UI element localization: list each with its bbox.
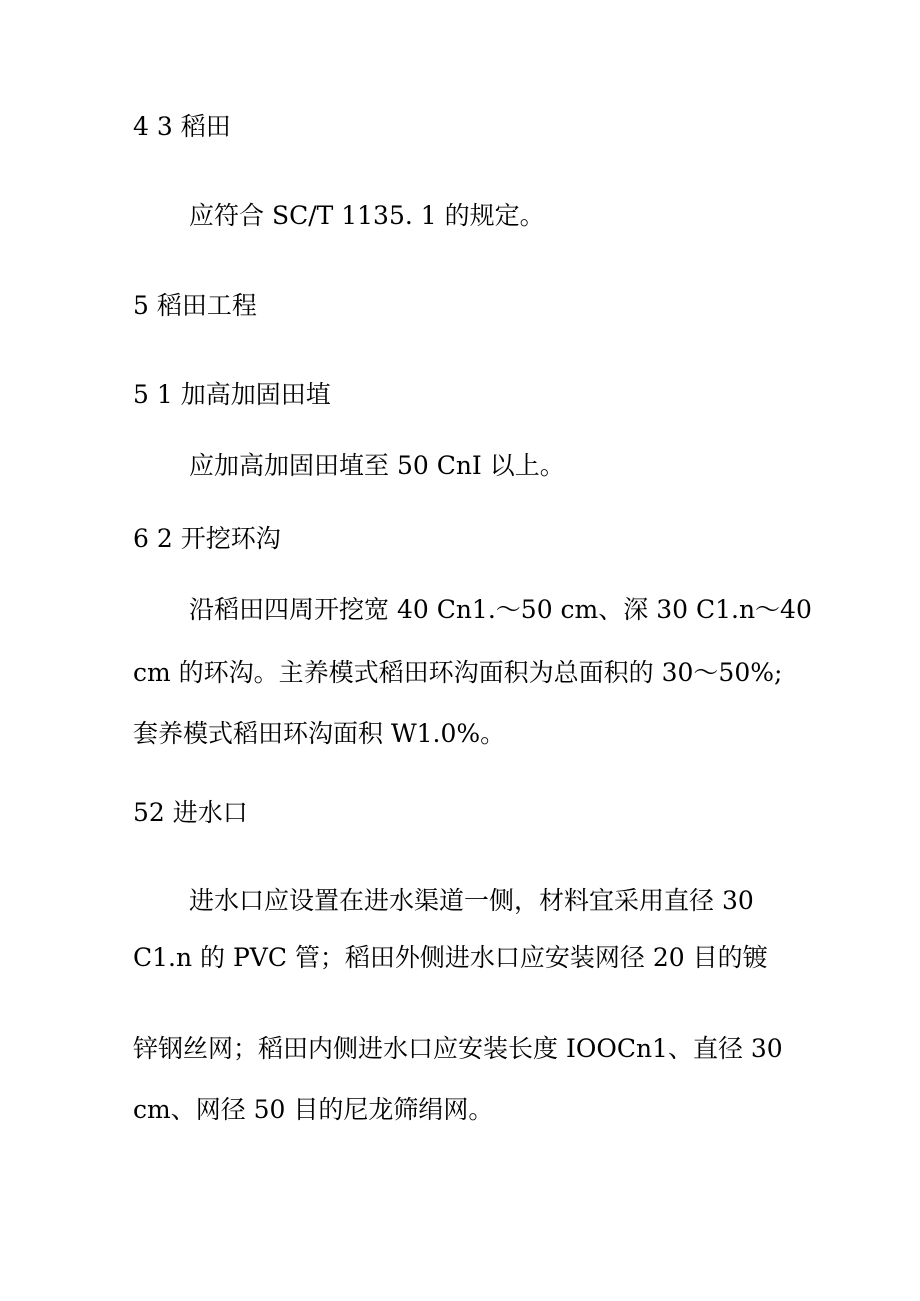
paragraph-line: C1.n 的 PVC 管；稻田外侧进水口应安装网径 20 目的镀 xyxy=(133,943,768,972)
section-heading-5: 5 稻田工程 xyxy=(133,291,257,320)
paragraph-line: 应加高加固田埴至 50 CnI 以上。 xyxy=(189,451,565,480)
section-heading-4-3: 4 3 稻田 xyxy=(133,112,231,141)
section-heading-6-2: 6 2 开挖环沟 xyxy=(133,524,281,553)
section-heading-5-2: 52 进水口 xyxy=(133,798,248,827)
paragraph-line: cm 的环沟。主养模式稻田环沟面积为总面积的 30～50%; xyxy=(133,658,783,687)
paragraph-line: 应符合 SC/T 1135. 1 的规定。 xyxy=(189,201,545,230)
paragraph-line: cm、网径 50 目的尼龙筛绢网。 xyxy=(133,1095,494,1124)
paragraph-line: 沿稻田四周开挖宽 40 Cn1.～50 cm、深 30 C1.n～40 xyxy=(189,595,812,624)
paragraph-line: 套养模式稻田环沟面积 W1.0%。 xyxy=(133,719,506,748)
paragraph-line: 进水口应设置在进水渠道一侧，材料宜采用直径 30 xyxy=(189,886,754,915)
section-heading-5-1: 5 1 加高加固田埴 xyxy=(133,380,331,409)
paragraph-line: 锌钢丝网；稻田内侧进水口应安装长度 IOOCn1、直径 30 xyxy=(133,1034,783,1063)
